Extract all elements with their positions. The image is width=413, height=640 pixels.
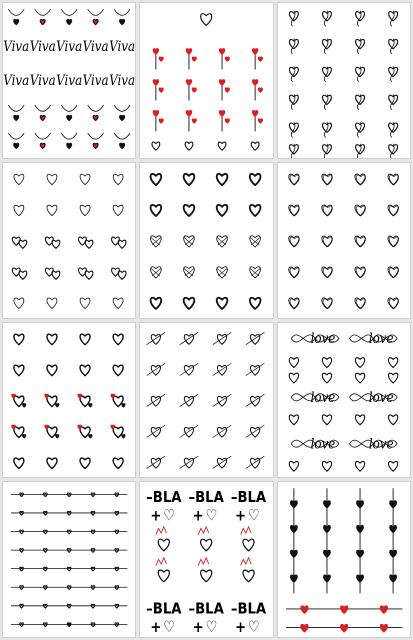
bold-heart-icon bbox=[184, 174, 195, 185]
necklace-chain bbox=[8, 105, 24, 111]
bold-heart-icon bbox=[250, 174, 261, 185]
heart-icon bbox=[113, 205, 123, 216]
clef-heart-icon bbox=[322, 12, 331, 21]
heart-glyph: ♡ bbox=[205, 508, 218, 526]
sheet-arrow-hearts-art bbox=[140, 323, 272, 478]
viva-script: Viva bbox=[56, 39, 83, 56]
bla-text: –BLA bbox=[188, 489, 225, 507]
love-script: love bbox=[310, 389, 336, 406]
drop-heart-icon bbox=[323, 526, 330, 533]
pendant-heart-icon bbox=[14, 143, 19, 148]
crown-icon bbox=[199, 527, 210, 535]
heart-icon bbox=[355, 414, 364, 424]
bold-heart-icon bbox=[151, 174, 162, 185]
viva-script: Viva bbox=[29, 73, 56, 90]
small-heart-icon bbox=[23, 403, 26, 406]
clef-heart-icon bbox=[355, 145, 364, 154]
sheet-drop-hearts bbox=[277, 481, 411, 638]
pendant-heart-icon bbox=[67, 143, 72, 148]
heart-icon bbox=[355, 373, 364, 383]
plus-text: + bbox=[150, 619, 162, 637]
sheet-infinity-love bbox=[277, 322, 411, 479]
necklace-chain bbox=[114, 105, 130, 111]
sheet-sketch-hearts bbox=[277, 162, 411, 319]
crown-heart-icon bbox=[201, 570, 212, 582]
facet-line bbox=[184, 268, 193, 276]
red-heart-icon bbox=[253, 111, 258, 117]
small-heart-icon bbox=[122, 403, 125, 406]
heart-icon bbox=[322, 461, 331, 471]
facet-line bbox=[218, 268, 227, 276]
crown-icon bbox=[241, 527, 252, 535]
sheet-outline-hearts-art bbox=[3, 163, 135, 318]
red-heart-icon bbox=[187, 111, 192, 117]
heart-icon bbox=[388, 357, 397, 367]
heart-icon bbox=[113, 298, 123, 309]
red-heart-icon bbox=[45, 394, 49, 398]
facet-line bbox=[151, 268, 160, 276]
love-script: love bbox=[310, 330, 336, 347]
small-heart-icon bbox=[122, 434, 125, 437]
clef-heart-icon bbox=[289, 123, 298, 132]
facet-line bbox=[217, 237, 226, 245]
heart-icon bbox=[14, 298, 24, 309]
viva-script: Viva bbox=[82, 73, 109, 90]
red-heart-icon bbox=[154, 111, 159, 117]
heart-icon bbox=[185, 142, 193, 150]
arrow-line bbox=[246, 425, 265, 437]
heart-icon bbox=[113, 365, 123, 376]
heart-glyph: ♡ bbox=[163, 619, 176, 637]
arrow-line bbox=[147, 456, 166, 468]
clef-heart-icon bbox=[289, 95, 298, 104]
sheet-sketch-hearts-art bbox=[278, 163, 410, 318]
sheet-outline-hearts bbox=[2, 162, 136, 319]
viva-script: Viva bbox=[29, 39, 56, 56]
facet-line bbox=[217, 268, 226, 276]
heart-icon bbox=[388, 414, 397, 424]
bold-heart-icon bbox=[250, 297, 261, 308]
sheet-bla-crowns bbox=[139, 481, 273, 638]
pendant-heart-icon bbox=[14, 19, 19, 24]
crown-icon bbox=[241, 558, 252, 566]
red-heart-icon bbox=[259, 57, 263, 61]
facet-line bbox=[218, 237, 227, 245]
red-heart-icon bbox=[226, 119, 230, 123]
clef-heart-icon bbox=[322, 39, 331, 48]
necklace-chain bbox=[8, 133, 24, 139]
arrow-line bbox=[246, 363, 265, 375]
pendant-heart-icon bbox=[120, 19, 125, 24]
heart-icon bbox=[388, 373, 397, 383]
bold-heart-icon bbox=[184, 297, 195, 308]
heart-icon bbox=[47, 205, 57, 216]
heart-icon bbox=[113, 174, 123, 185]
heart-icon bbox=[218, 142, 226, 150]
arrow-line bbox=[180, 456, 199, 468]
viva-script: Viva bbox=[3, 73, 30, 90]
sheet-infinity-love-art bbox=[278, 323, 410, 478]
bla-text: –BLA bbox=[231, 600, 267, 619]
crown-icon bbox=[156, 558, 167, 566]
arrow-line bbox=[213, 456, 232, 468]
clef-heart-icon bbox=[322, 95, 331, 104]
viva-script: Viva bbox=[3, 39, 30, 56]
red-heart-icon bbox=[220, 80, 225, 86]
small-heart-icon bbox=[23, 434, 26, 437]
red-heart-icon bbox=[45, 425, 49, 429]
drop-heart-icon bbox=[356, 575, 363, 582]
red-heart-icon bbox=[253, 49, 258, 55]
viva-script: Viva bbox=[109, 73, 136, 90]
arrow-line bbox=[147, 394, 166, 406]
pendant-heart-icon bbox=[40, 143, 45, 148]
red-heart-icon bbox=[111, 394, 115, 398]
bold-heart-icon bbox=[217, 205, 228, 216]
red-heart-icon bbox=[380, 606, 387, 613]
necklace-chain bbox=[61, 9, 77, 15]
necklace-chain bbox=[35, 9, 51, 15]
red-heart-icon bbox=[253, 80, 258, 86]
clef-heart-icon bbox=[388, 39, 397, 48]
heart-icon bbox=[14, 458, 24, 469]
bold-heart-icon bbox=[217, 174, 228, 185]
plus-text: + bbox=[150, 508, 162, 526]
arrow-line bbox=[180, 332, 199, 344]
tiny-heart-icon bbox=[67, 623, 71, 627]
sheet-red-small-hearts-art bbox=[3, 323, 135, 478]
heart-icon bbox=[289, 357, 298, 367]
red-heart-icon bbox=[12, 425, 16, 429]
bold-heart-icon bbox=[184, 205, 195, 216]
facet-line bbox=[185, 237, 194, 245]
arrow-line bbox=[246, 456, 265, 468]
love-script: love bbox=[368, 436, 394, 453]
heart-icon bbox=[289, 461, 298, 471]
small-heart-icon bbox=[56, 403, 59, 406]
sheet-necklace bbox=[2, 2, 136, 159]
small-heart-icon bbox=[89, 434, 92, 437]
plus-text: + bbox=[193, 508, 205, 526]
facet-line bbox=[184, 237, 193, 245]
love-script: love bbox=[368, 389, 394, 406]
drop-heart-icon bbox=[356, 526, 363, 533]
heart-glyph: ♡ bbox=[163, 508, 176, 526]
facet-line bbox=[152, 268, 161, 276]
drop-heart-icon bbox=[290, 501, 297, 508]
drop-heart-icon bbox=[389, 551, 396, 558]
red-heart-icon bbox=[78, 425, 82, 429]
love-script: love bbox=[310, 436, 336, 453]
plus-text: + bbox=[235, 508, 247, 526]
pendant-heart-icon bbox=[120, 115, 125, 120]
clef-heart-icon bbox=[355, 39, 364, 48]
sheet-bla-crowns-art bbox=[140, 482, 272, 637]
clef-heart-icon bbox=[355, 67, 364, 76]
crown-heart-icon bbox=[243, 570, 254, 582]
pendant-heart-icon bbox=[40, 115, 45, 120]
drop-heart-icon bbox=[290, 526, 297, 533]
necklace-chain bbox=[35, 105, 51, 111]
red-heart-icon bbox=[160, 88, 164, 92]
clef-heart-icon bbox=[355, 12, 364, 21]
clef-heart-icon bbox=[289, 39, 298, 48]
plus-text: + bbox=[193, 619, 205, 637]
pendant-heart-icon bbox=[40, 19, 45, 24]
clef-heart-icon bbox=[388, 95, 397, 104]
sheet-necklace-art bbox=[3, 3, 135, 158]
red-heart-icon bbox=[193, 119, 197, 123]
pendant-heart-icon bbox=[67, 115, 72, 120]
drop-heart-icon bbox=[323, 575, 330, 582]
clef-heart-icon bbox=[289, 67, 298, 76]
red-heart-icon bbox=[226, 57, 230, 61]
sheet-red-heart-tulips bbox=[139, 2, 273, 159]
pendant-heart-icon bbox=[120, 143, 125, 148]
heart-icon bbox=[80, 365, 90, 376]
necklace-chain bbox=[88, 9, 104, 15]
heart-icon bbox=[113, 334, 123, 345]
facet-line bbox=[250, 237, 259, 245]
drop-heart-icon bbox=[389, 501, 396, 508]
red-heart-icon bbox=[187, 49, 192, 55]
small-heart-icon bbox=[56, 434, 59, 437]
sheet-arrows-banners bbox=[2, 481, 136, 638]
red-heart-icon bbox=[187, 80, 192, 86]
sheet-drop-hearts-art bbox=[278, 482, 410, 637]
heart-icon bbox=[47, 298, 57, 309]
arrow-line bbox=[147, 332, 166, 344]
red-heart-icon bbox=[160, 57, 164, 61]
pendant-heart-icon bbox=[93, 143, 98, 148]
heart-icon bbox=[80, 205, 90, 216]
love-script: love bbox=[368, 330, 394, 347]
bla-text: –BLA bbox=[188, 600, 225, 619]
facet-line bbox=[251, 268, 260, 276]
arrow-line bbox=[213, 394, 232, 406]
viva-script: Viva bbox=[109, 39, 136, 56]
red-heart-icon bbox=[111, 425, 115, 429]
clef-heart-icon bbox=[289, 145, 298, 154]
heart-icon bbox=[47, 458, 57, 469]
red-heart-icon bbox=[160, 119, 164, 123]
arrow-line bbox=[213, 332, 232, 344]
drop-heart-icon bbox=[323, 501, 330, 508]
red-heart-icon bbox=[340, 625, 347, 632]
heart-icon bbox=[355, 461, 364, 471]
clef-heart-icon bbox=[322, 123, 331, 132]
heart-glyph: ♡ bbox=[248, 619, 261, 637]
clef-heart-icon bbox=[355, 95, 364, 104]
red-heart-icon bbox=[340, 606, 347, 613]
crown-heart-icon bbox=[159, 539, 170, 551]
clef-heart-icon bbox=[322, 67, 331, 76]
facet-line bbox=[152, 237, 161, 245]
drop-heart-icon bbox=[356, 551, 363, 558]
sheet-red-small-hearts bbox=[2, 322, 136, 479]
arrow-line bbox=[213, 363, 232, 375]
facet-line bbox=[185, 268, 194, 276]
bold-heart-icon bbox=[151, 205, 162, 216]
bla-text: –BLA bbox=[146, 600, 182, 619]
heart-icon bbox=[80, 334, 90, 345]
heart-icon bbox=[14, 174, 24, 185]
viva-script: Viva bbox=[82, 39, 109, 56]
heart-icon bbox=[289, 373, 298, 383]
red-heart-icon bbox=[226, 88, 230, 92]
clef-heart-icon bbox=[388, 145, 397, 154]
sheet-arrow-hearts bbox=[139, 322, 273, 479]
necklace-chain bbox=[35, 133, 51, 139]
pendant-heart-icon bbox=[93, 115, 98, 120]
heart-icon bbox=[322, 414, 331, 424]
facet-line bbox=[151, 237, 160, 245]
red-heart-icon bbox=[154, 49, 159, 55]
heart-icon bbox=[252, 142, 260, 150]
sheet-red-heart-tulips-art bbox=[140, 3, 272, 158]
clef-heart-icon bbox=[388, 123, 397, 132]
heart-icon bbox=[47, 334, 57, 345]
red-heart-icon bbox=[301, 625, 308, 632]
heart-icon bbox=[47, 365, 57, 376]
heart-glyph: ♡ bbox=[248, 508, 261, 526]
heart-icon bbox=[14, 205, 24, 216]
heart-icon bbox=[80, 174, 90, 185]
bla-text: –BLA bbox=[231, 489, 267, 507]
pendant-heart-icon bbox=[93, 19, 98, 24]
heart-icon bbox=[355, 357, 364, 367]
red-heart-icon bbox=[154, 80, 159, 86]
facet-line bbox=[250, 268, 259, 276]
clef-heart-icon bbox=[289, 12, 298, 21]
arrow-line bbox=[147, 425, 166, 437]
bold-heart-icon bbox=[217, 297, 228, 308]
viva-script: Viva bbox=[56, 73, 83, 90]
crown-heart-icon bbox=[159, 570, 170, 582]
drop-heart-icon bbox=[323, 551, 330, 558]
sheet-treble-clef-hearts bbox=[277, 2, 411, 159]
red-heart-icon bbox=[193, 88, 197, 92]
sheet-geometric-hearts bbox=[139, 162, 273, 319]
big-heart-icon bbox=[201, 14, 212, 26]
necklace-chain bbox=[61, 105, 77, 111]
heart-icon bbox=[388, 461, 397, 471]
pendant-heart-icon bbox=[14, 115, 19, 120]
crown-heart-icon bbox=[201, 539, 212, 551]
necklace-chain bbox=[114, 9, 130, 15]
heart-icon bbox=[80, 298, 90, 309]
crown-icon bbox=[156, 527, 167, 535]
bold-heart-icon bbox=[250, 205, 261, 216]
drop-heart-icon bbox=[290, 551, 297, 558]
red-heart-icon bbox=[78, 394, 82, 398]
arrow-line bbox=[246, 332, 265, 344]
red-heart-icon bbox=[220, 49, 225, 55]
heart-icon bbox=[80, 458, 90, 469]
heart-icon bbox=[289, 414, 298, 424]
clef-heart-icon bbox=[355, 123, 364, 132]
arrow-line bbox=[213, 425, 232, 437]
heart-icon bbox=[152, 142, 160, 150]
sheet-arrows-banners-art bbox=[3, 482, 135, 637]
red-heart-icon bbox=[380, 625, 387, 632]
arrow-line bbox=[180, 363, 199, 375]
necklace-chain bbox=[8, 9, 24, 15]
heart-icon bbox=[322, 357, 331, 367]
plus-text: + bbox=[235, 619, 247, 637]
drop-heart-icon bbox=[356, 501, 363, 508]
arrow-line bbox=[180, 394, 199, 406]
red-heart-icon bbox=[259, 88, 263, 92]
crown-icon bbox=[199, 558, 210, 566]
red-heart-icon bbox=[301, 606, 308, 613]
crown-heart-icon bbox=[243, 539, 254, 551]
bla-text: –BLA bbox=[146, 489, 182, 507]
sheet-geometric-hearts-art bbox=[140, 163, 272, 318]
sheet-treble-clef-hearts-art bbox=[278, 3, 410, 158]
drop-heart-icon bbox=[290, 575, 297, 582]
red-heart-icon bbox=[193, 57, 197, 61]
drop-heart-icon bbox=[389, 575, 396, 582]
necklace-chain bbox=[88, 105, 104, 111]
clef-heart-icon bbox=[388, 67, 397, 76]
red-heart-icon bbox=[12, 394, 16, 398]
arrow-line bbox=[180, 425, 199, 437]
red-heart-icon bbox=[220, 111, 225, 117]
necklace-chain bbox=[114, 133, 130, 139]
arrow-line bbox=[147, 363, 166, 375]
heart-icon bbox=[113, 458, 123, 469]
drop-heart-icon bbox=[389, 526, 396, 533]
sticker-sheet-grid bbox=[2, 2, 411, 638]
red-heart-icon bbox=[259, 119, 263, 123]
heart-icon bbox=[322, 373, 331, 383]
pendant-heart-icon bbox=[67, 19, 72, 24]
arrow-line bbox=[246, 394, 265, 406]
clef-heart-icon bbox=[322, 145, 331, 154]
necklace-chain bbox=[61, 133, 77, 139]
heart-icon bbox=[14, 365, 24, 376]
clef-heart-icon bbox=[388, 12, 397, 21]
small-heart-icon bbox=[89, 403, 92, 406]
facet-line bbox=[251, 237, 260, 245]
heart-icon bbox=[47, 174, 57, 185]
heart-icon bbox=[14, 334, 24, 345]
bold-heart-icon bbox=[151, 297, 162, 308]
necklace-chain bbox=[88, 133, 104, 139]
heart-glyph: ♡ bbox=[205, 619, 218, 637]
